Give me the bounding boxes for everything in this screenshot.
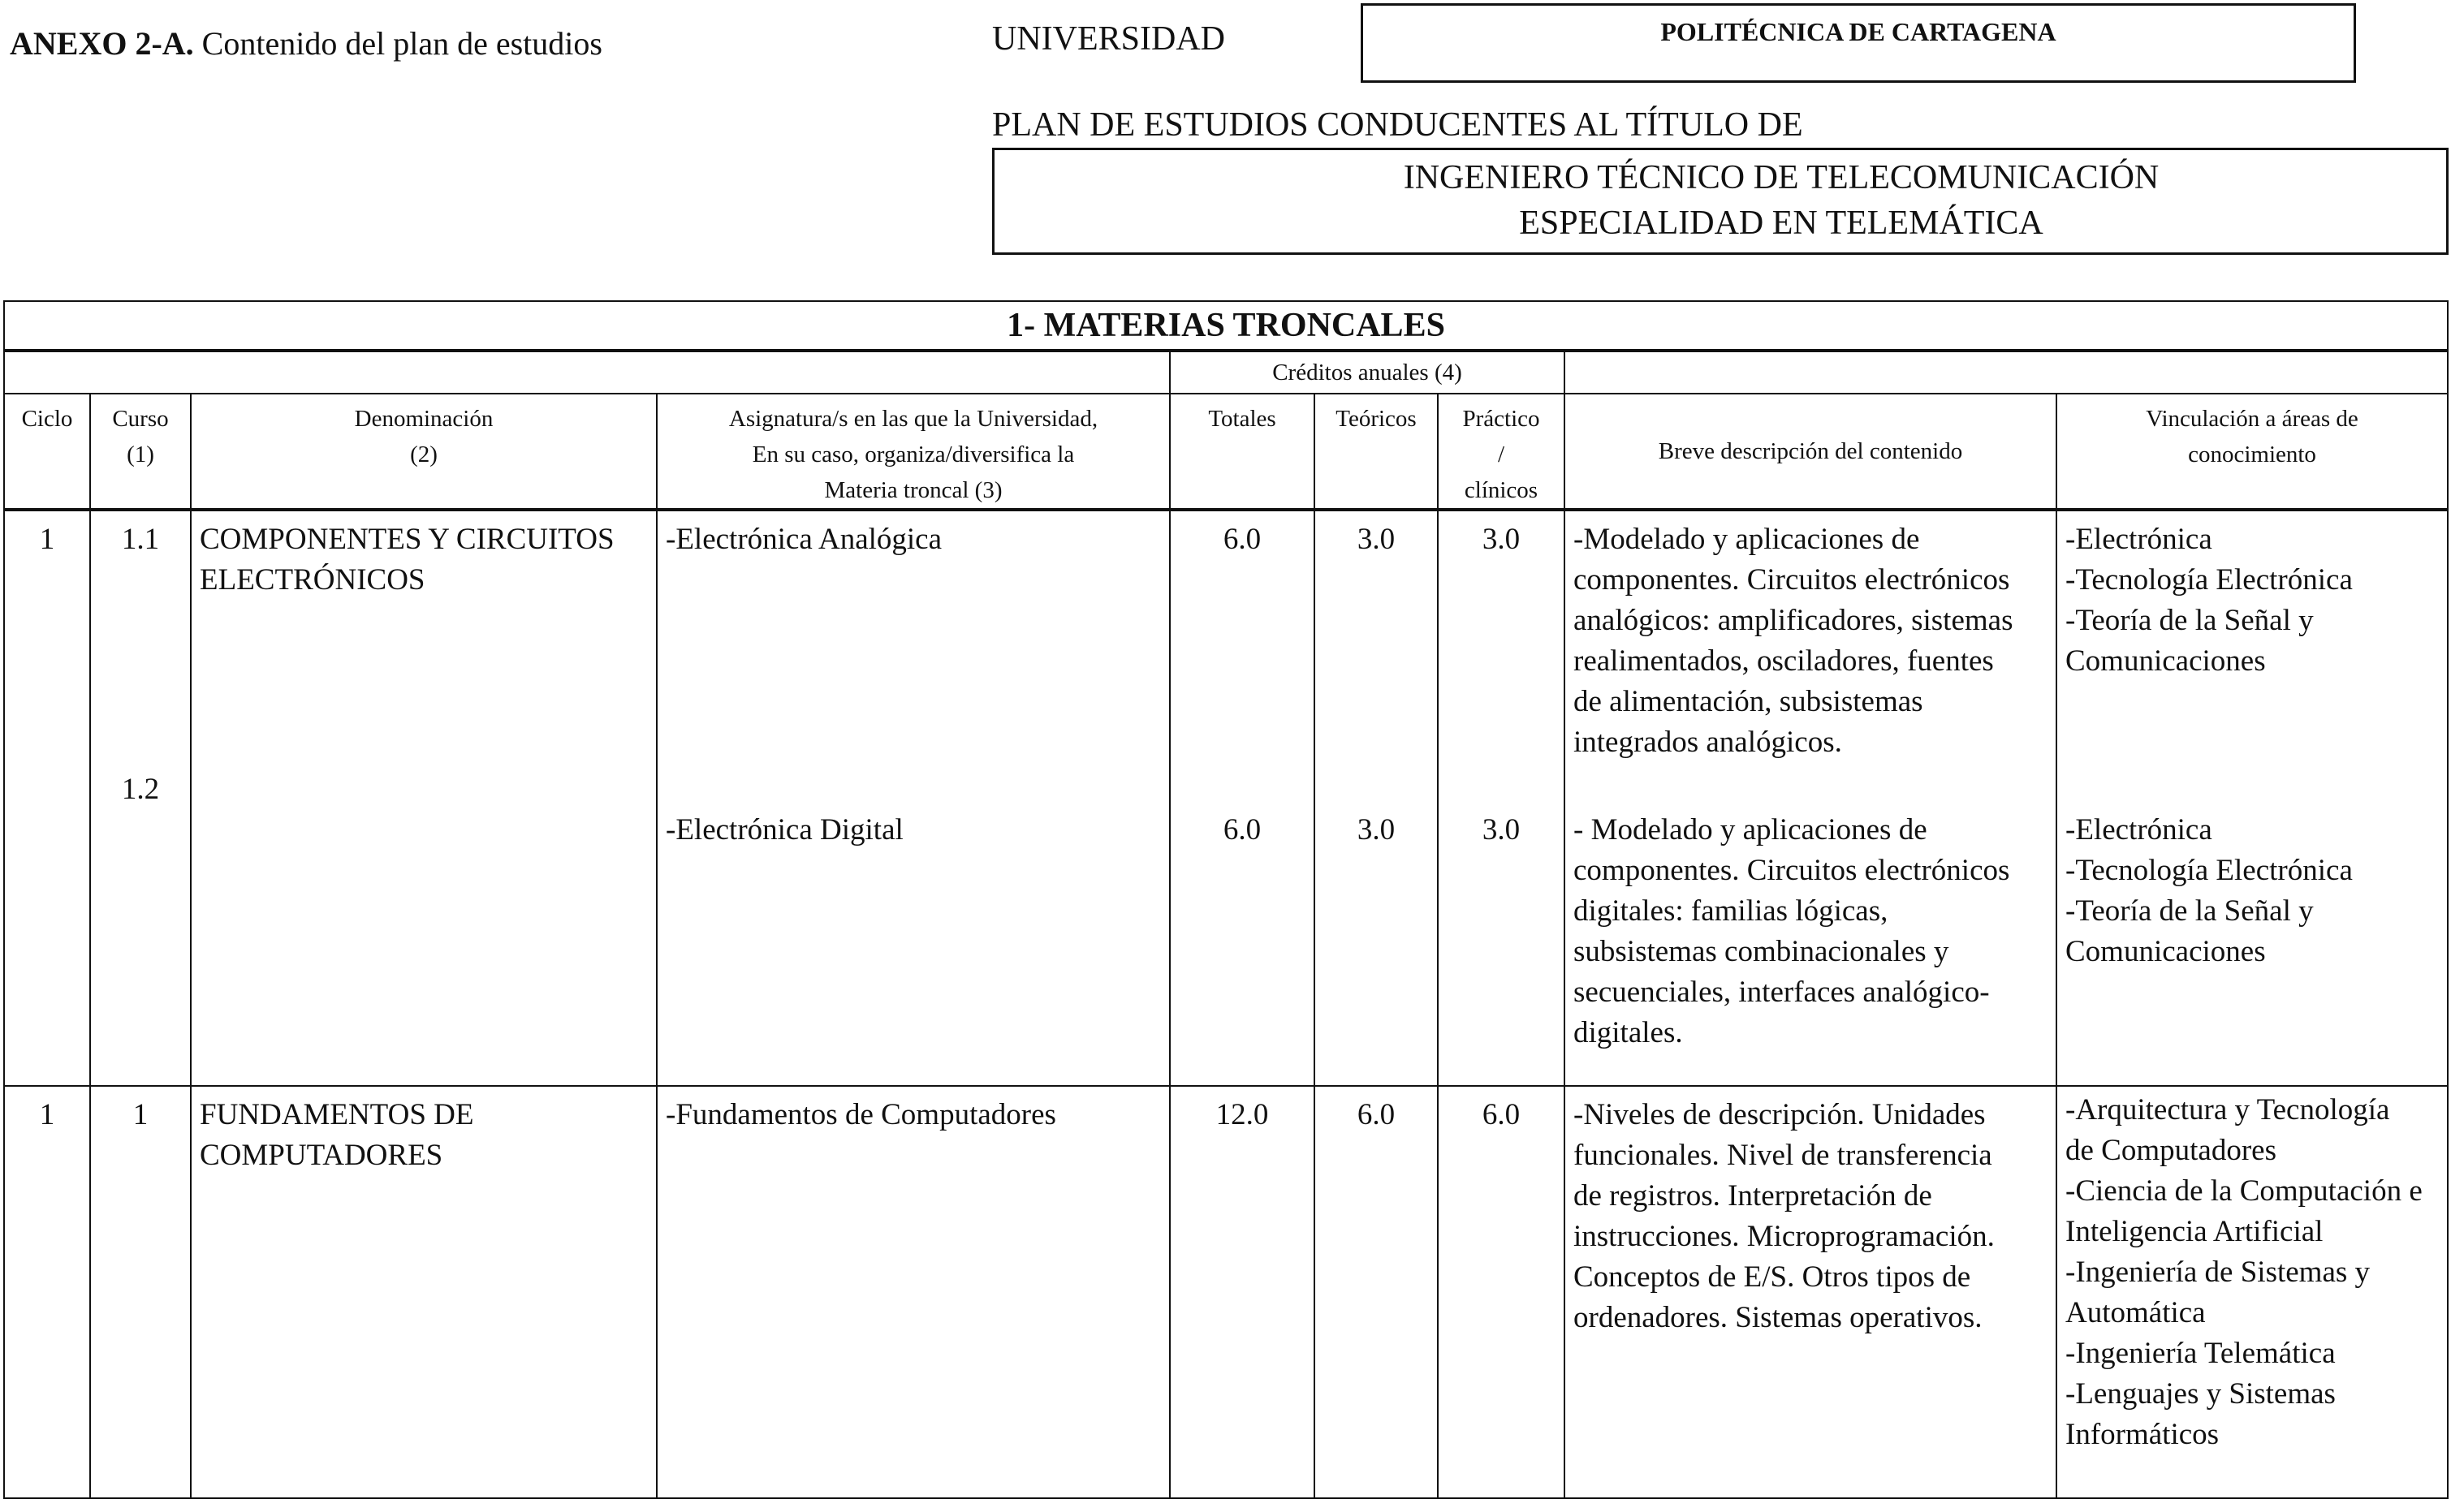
row-denominacion — [191, 510, 657, 1086]
vinculacion-line: Informáticos — [2065, 1418, 2220, 1451]
descripcion-line: Conceptos de E/S. Otros tipos de — [1573, 1260, 1971, 1294]
degree-title-line1: INGENIERO TÉCNICO DE TELECOMUNICACIÓN — [1403, 159, 2160, 196]
col-practicos-line2: / — [1497, 442, 1505, 467]
descripcion-line: digitales. — [1573, 1016, 1683, 1049]
col-ciclo-label: Ciclo — [21, 406, 73, 432]
vinculacion-line: -Tecnología Electrónica — [2065, 854, 2353, 887]
row-teoricos: 6.0 — [1314, 1086, 1438, 1498]
row-denominacion — [191, 1086, 657, 1498]
curso-value: 1.1 — [121, 523, 160, 556]
col-asignatura-line3: Materia troncal (3) — [824, 477, 1003, 503]
row-ciclo: 1 — [4, 1086, 90, 1498]
col-asignatura-line2: En su caso, organiza/diversifica la — [752, 442, 1075, 467]
descripcion-line: componentes. Circuitos electrónicos — [1573, 854, 2010, 887]
vinculacion-line: -Ciencia de la Computación e — [2065, 1174, 2423, 1208]
denominacion-line: COMPUTADORES — [200, 1139, 443, 1172]
row-spacer — [1315, 560, 1437, 810]
row-vinculacion — [2056, 510, 2448, 1086]
row-asignatura — [657, 510, 1170, 1086]
annex-heading — [10, 24, 602, 62]
header-blank-right — [1564, 351, 2448, 394]
descripcion-line: de registros. Interpretación de — [1573, 1179, 1932, 1213]
row-ciclo: 1 — [4, 510, 90, 1086]
vinculacion-line: Inteligencia Artificial — [2065, 1215, 2324, 1248]
vinculacion-line: -Electrónica — [2065, 813, 2212, 846]
header-blank-left — [4, 351, 1170, 394]
row-spacer — [666, 560, 1161, 810]
descripcion-line: digitales: familias lógicas, — [1573, 894, 1888, 928]
teoricos-value: 3.0 — [1357, 523, 1396, 556]
col-denominacion-note: (2) — [410, 442, 438, 467]
denominacion-line: COMPONENTES Y CIRCUITOS — [200, 523, 615, 556]
row-descripcion — [1564, 510, 2056, 1086]
col-curso — [90, 394, 191, 510]
vinculacion-line: -Arquitectura y Tecnología — [2065, 1093, 2390, 1126]
asignatura-value: -Electrónica Analógica — [666, 523, 943, 556]
asignatura-value: -Electrónica Digital — [666, 813, 904, 846]
curso-value: 1.2 — [121, 773, 160, 806]
vinculacion-line: -Electrónica — [2065, 523, 2212, 556]
practicos-value: 3.0 — [1482, 813, 1521, 846]
vinculacion-line: -Teoría de la Señal y — [2065, 894, 2314, 928]
row-spacer — [1573, 763, 2048, 810]
row-spacer — [91, 560, 190, 769]
col-vinculacion-line2: conocimiento — [2188, 442, 2316, 467]
row-spacer — [1439, 560, 1564, 810]
degree-title-box — [992, 148, 2449, 255]
row-descripcion — [1564, 1086, 2056, 1498]
descripcion-line: -Modelado y aplicaciones de — [1573, 523, 1920, 556]
col-asignatura-line1: Asignatura/s en las que la Universidad, — [728, 406, 1098, 432]
descripcion-line: realimentados, osciladores, fuentes — [1573, 644, 1994, 678]
totales-value: 6.0 — [1223, 813, 1262, 846]
descripcion-line: componentes. Circuitos electrónicos — [1573, 563, 2010, 597]
descripcion-line: -Niveles de descripción. Unidades — [1573, 1098, 1986, 1131]
row-curso — [90, 510, 191, 1086]
plan-label: PLAN DE ESTUDIOS CONDUCENTES AL TÍTULO DE — [992, 106, 1803, 144]
col-teoricos — [1314, 394, 1438, 510]
annex-number: ANEXO 2-A. — [10, 25, 194, 62]
row-practicos — [1438, 510, 1564, 1086]
col-totales-label: Totales — [1208, 406, 1276, 432]
row-curso: 1 — [90, 1086, 191, 1498]
descripcion-line: instrucciones. Microprogramación. — [1573, 1220, 1995, 1253]
vinculacion-line: Comunicaciones — [2065, 935, 2266, 968]
col-vinculacion — [2056, 394, 2448, 510]
col-curso-label: Curso — [112, 406, 169, 432]
vinculacion-line: -Ingeniería Telemática — [2065, 1337, 2336, 1370]
descripcion-line: ordenadores. Sistemas operativos. — [1573, 1301, 1983, 1334]
row-asignatura: -Fundamentos de Computadores — [657, 1086, 1170, 1498]
col-curso-note: (1) — [127, 442, 154, 467]
vinculacion-line: de Computadores — [2065, 1134, 2276, 1167]
col-practicos-line1: Práctico — [1462, 406, 1540, 432]
annex-description: Contenido del plan de estudios — [201, 25, 602, 62]
section-title: 1- MATERIAS TRONCALES — [4, 301, 2448, 351]
vinculacion-line: Comunicaciones — [2065, 644, 2266, 678]
vinculacion-line: -Teoría de la Señal y — [2065, 604, 2314, 637]
col-totales — [1170, 394, 1314, 510]
descripcion-line: subsistemas combinacionales y — [1573, 935, 1949, 968]
row-totales — [1170, 510, 1314, 1086]
practicos-value: 3.0 — [1482, 523, 1521, 556]
credits-group-header: Créditos anuales (4) — [1170, 351, 1564, 394]
col-teoricos-label: Teóricos — [1336, 406, 1417, 432]
col-descripcion — [1564, 394, 2056, 510]
descripcion-line: secuenciales, interfaces analógico- — [1573, 976, 1990, 1009]
vinculacion-line: Automática — [2065, 1296, 2206, 1329]
descripcion-line: analógicos: amplificadores, sistemas — [1573, 604, 2013, 637]
university-name-box — [1361, 3, 2356, 83]
row-practicos: 6.0 — [1438, 1086, 1564, 1498]
university-name: POLITÉCNICA DE CARTAGENA — [1660, 17, 2056, 46]
row-teoricos — [1314, 510, 1438, 1086]
teoricos-value: 3.0 — [1357, 813, 1396, 846]
row-spacer — [2065, 682, 2439, 810]
col-practicos — [1438, 394, 1564, 510]
totales-value: 6.0 — [1223, 523, 1262, 556]
col-practicos-line3: clínicos — [1464, 477, 1538, 503]
col-descripcion-label: Breve descripción del contenido — [1658, 438, 1963, 464]
col-denominacion — [191, 394, 657, 510]
descripcion-line: funcionales. Nivel de transferencia — [1573, 1139, 1992, 1172]
col-ciclo — [4, 394, 90, 510]
table-row — [4, 1086, 2448, 1498]
row-spacer — [1171, 560, 1314, 810]
vinculacion-line: -Ingeniería de Sistemas y — [2065, 1256, 2371, 1289]
col-vinculacion-line1: Vinculación a áreas de — [2146, 406, 2358, 432]
col-denominacion-label: Denominación — [354, 406, 494, 432]
col-asignatura — [657, 394, 1170, 510]
troncales-table — [3, 300, 2449, 1499]
descripcion-line: integrados analógicos. — [1573, 726, 1842, 759]
row-vinculacion — [2056, 1086, 2448, 1498]
descripcion-line: de alimentación, subsistemas — [1573, 685, 1923, 718]
vinculacion-line: -Tecnología Electrónica — [2065, 563, 2353, 597]
row-totales: 12.0 — [1170, 1086, 1314, 1498]
denominacion-line: ELECTRÓNICOS — [200, 563, 425, 597]
degree-title-line2: ESPECIALIDAD EN TELEMÁTICA — [1519, 205, 2043, 242]
vinculacion-line: -Lenguajes y Sistemas — [2065, 1377, 2336, 1411]
table-row — [4, 510, 2448, 1086]
university-label: UNIVERSIDAD — [992, 20, 1225, 58]
denominacion-line: FUNDAMENTOS DE — [200, 1098, 474, 1131]
descripcion-line: - Modelado y aplicaciones de — [1573, 813, 1927, 846]
